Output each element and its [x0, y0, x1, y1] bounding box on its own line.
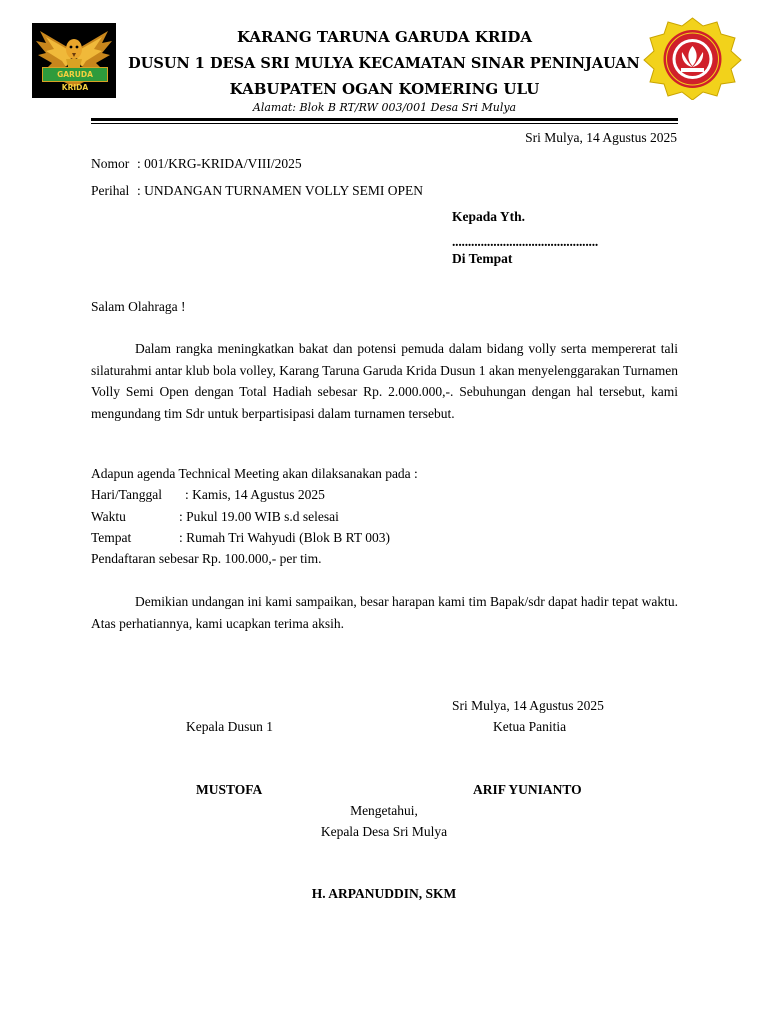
org-regency: KABUPATEN OGAN KOMERING ULU	[229, 80, 540, 98]
header-rule-thin	[91, 123, 678, 124]
body-paragraph: Dalam rangka meningkatkan bakat dan potensi pemuda dalam bidang volly serta mempererat tali silaturahmi antar klub bola volley, Karang Taruna Garuda Krida Dusun 1 akan menyelenggarakan Turnamen Volly Semi Open dengan Total Hadiah sebesar Rp. 2.000.000,-. Sebuhungan dengan hal tersebut, kami mengundang tim Sdr untuk berpartisipasi dalam turnamen tersebut.	[91, 341, 678, 421]
agenda-intro: Adapun agenda Technical Meeting akan dilaksanakan pada :	[91, 466, 418, 481]
registration-fee: Pendaftaran sebesar Rp. 100.000,- per tim.	[91, 551, 322, 566]
perihal-value: : UNDANGAN TURNAMEN VOLLY SEMI OPEN	[137, 183, 424, 198]
addressee-heading: Kepada Yth.	[452, 209, 526, 224]
signature-date: Sri Mulya, 14 Agustus 2025	[452, 698, 604, 713]
agenda-label-place: Tempat	[91, 530, 132, 545]
acknowledgement-label: Mengetahui,	[350, 803, 418, 818]
agenda-label-time: Waktu	[91, 509, 126, 524]
logo-banner: GARUDA KRIDA	[42, 67, 108, 82]
agenda-value-day: : Kamis, 14 Agustus 2025	[185, 487, 325, 502]
closing-paragraph: Demikian undangan ini kami sampaikan, besar harapan kami tim Bapak/sdr dapat hadir tepat waktu. Atas perhatiannya, kami ucapkan terima aksih.	[91, 594, 678, 631]
signature-left-title: Kepala Dusun 1	[186, 719, 273, 734]
header-rule-thick	[91, 118, 678, 121]
addressee-dots: ..............................................	[452, 234, 599, 249]
village-head-title: Kepala Desa Sri Mulya	[320, 824, 448, 839]
nomor-value: : 001/KRG-KRIDA/VIII/2025	[137, 156, 302, 171]
org-address: Alamat: Blok B RT/RW 003/001 Desa Sri Mulya	[252, 101, 517, 114]
nomor-label: Nomor	[91, 156, 130, 171]
addressee-place: Di Tempat	[452, 251, 513, 266]
letter-date: Sri Mulya, 14 Agustus 2025	[525, 130, 677, 145]
agenda-value-time: : Pukul 19.00 WIB s.d selesai	[179, 509, 339, 524]
signature-right-name: ARIF YUNIANTO	[473, 782, 582, 797]
signature-left-name: MUSTOFA	[196, 782, 263, 797]
signature-right-title: Ketua Panitia	[493, 719, 567, 734]
perihal-label: Perihal	[91, 183, 130, 198]
org-name: KARANG TARUNA GARUDA KRIDA	[236, 28, 533, 46]
village-head-name: H. ARPANUDDIN, SKM	[311, 886, 457, 901]
greeting: Salam Olahraga !	[91, 299, 186, 314]
agenda-value-place: : Rumah Tri Wahyudi (Blok B RT 003)	[179, 530, 391, 545]
agenda-label-day: Hari/Tanggal	[91, 487, 163, 502]
org-location: DUSUN 1 DESA SRI MULYA KECAMATAN SINAR PENINJAUAN	[128, 55, 640, 72]
